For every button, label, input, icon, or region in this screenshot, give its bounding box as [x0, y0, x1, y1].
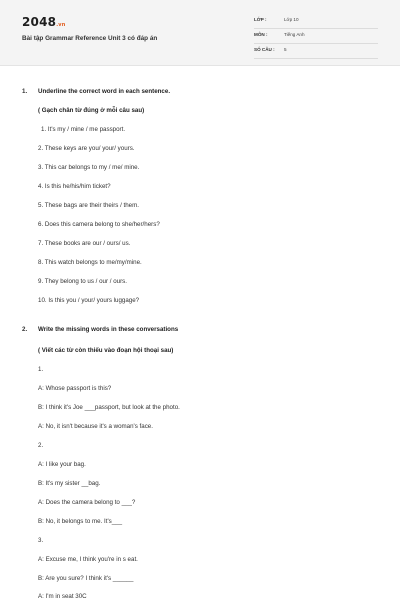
conversation-line: A: Excuse me, I think you're in s eat.: [38, 556, 138, 563]
meta-value: Tiếng Anh: [284, 32, 305, 37]
section-number: 1.: [22, 88, 28, 95]
section-subheading: ( Gạch chân từ đúng ở mỗi câu sau): [38, 107, 145, 114]
meta-row-question-count: [254, 44, 378, 59]
exercise-item: 8. This watch belongs to me/my/mine.: [38, 259, 142, 266]
conversation-line: B: It's my sister __bag.: [38, 480, 101, 487]
conversation-line: A: Whose passport is this?: [38, 385, 112, 392]
document-title: Bài tập Grammar Reference Unit 3 có đáp án: [22, 35, 158, 42]
meta-row-class: [254, 14, 378, 29]
meta-row-subject: [254, 29, 378, 44]
conversation-line: A: I'm in seat 30C: [38, 593, 87, 600]
meta-value: 5: [284, 47, 287, 52]
conversation-line: B: I think it's Joe ___passport, but look at the photo.: [38, 404, 180, 411]
conversation-line: B: No, it belongs to me. It's___: [38, 518, 123, 525]
document-header: [0, 0, 400, 66]
section-number: 2.: [22, 326, 28, 333]
logo-tld: .vn: [56, 22, 66, 28]
conversation-number: 1.: [38, 366, 44, 373]
exercise-item: 2. These keys are you/ your/ yours.: [38, 145, 135, 152]
document-meta: [254, 14, 378, 59]
section-heading: Write the missing words in these conversations: [38, 326, 179, 333]
conversation-number: 3.: [38, 537, 44, 544]
conversation-line: A: I like your bag.: [38, 461, 86, 468]
conversation-line: A: Does the camera belong to ___?: [38, 499, 136, 506]
exercise-item: 9. They belong to us / our / ours.: [38, 278, 127, 285]
exercise-item: 3. This car belongs to my / me/ mine.: [38, 164, 140, 171]
exercise-item: 4. Is this he/his/him ticket?: [38, 183, 111, 190]
exercise-item: 6. Does this camera belong to she/her/hers?: [38, 221, 160, 228]
section-subheading: ( Viết các từ còn thiếu vào đoạn hội thoại sau): [38, 347, 174, 354]
exercise-item: 10. Is this you / your/ yours luggage?: [38, 297, 140, 304]
meta-label: LỚP :: [254, 17, 267, 22]
meta-label: SỐ CÂU :: [254, 47, 275, 52]
exercise-item: 5. These bags are their theirs / them.: [38, 202, 139, 209]
site-logo[interactable]: [22, 15, 66, 29]
meta-label: MÔN :: [254, 32, 268, 37]
exercise-item: 7. These books are our / ours/ us.: [38, 240, 131, 247]
logo-main: 2048: [22, 15, 57, 29]
section-heading: Underline the correct word in each sentence.: [38, 88, 171, 95]
conversation-number: 2.: [38, 442, 44, 449]
exercise-item: 1. It's my / mine / me passport.: [41, 126, 126, 133]
conversation-line: A: No, it isn't because it's a woman's face.: [38, 423, 153, 430]
meta-value: Lớp 10: [284, 17, 299, 22]
conversation-line: B: Are you sure? I think it's ______: [38, 575, 134, 582]
